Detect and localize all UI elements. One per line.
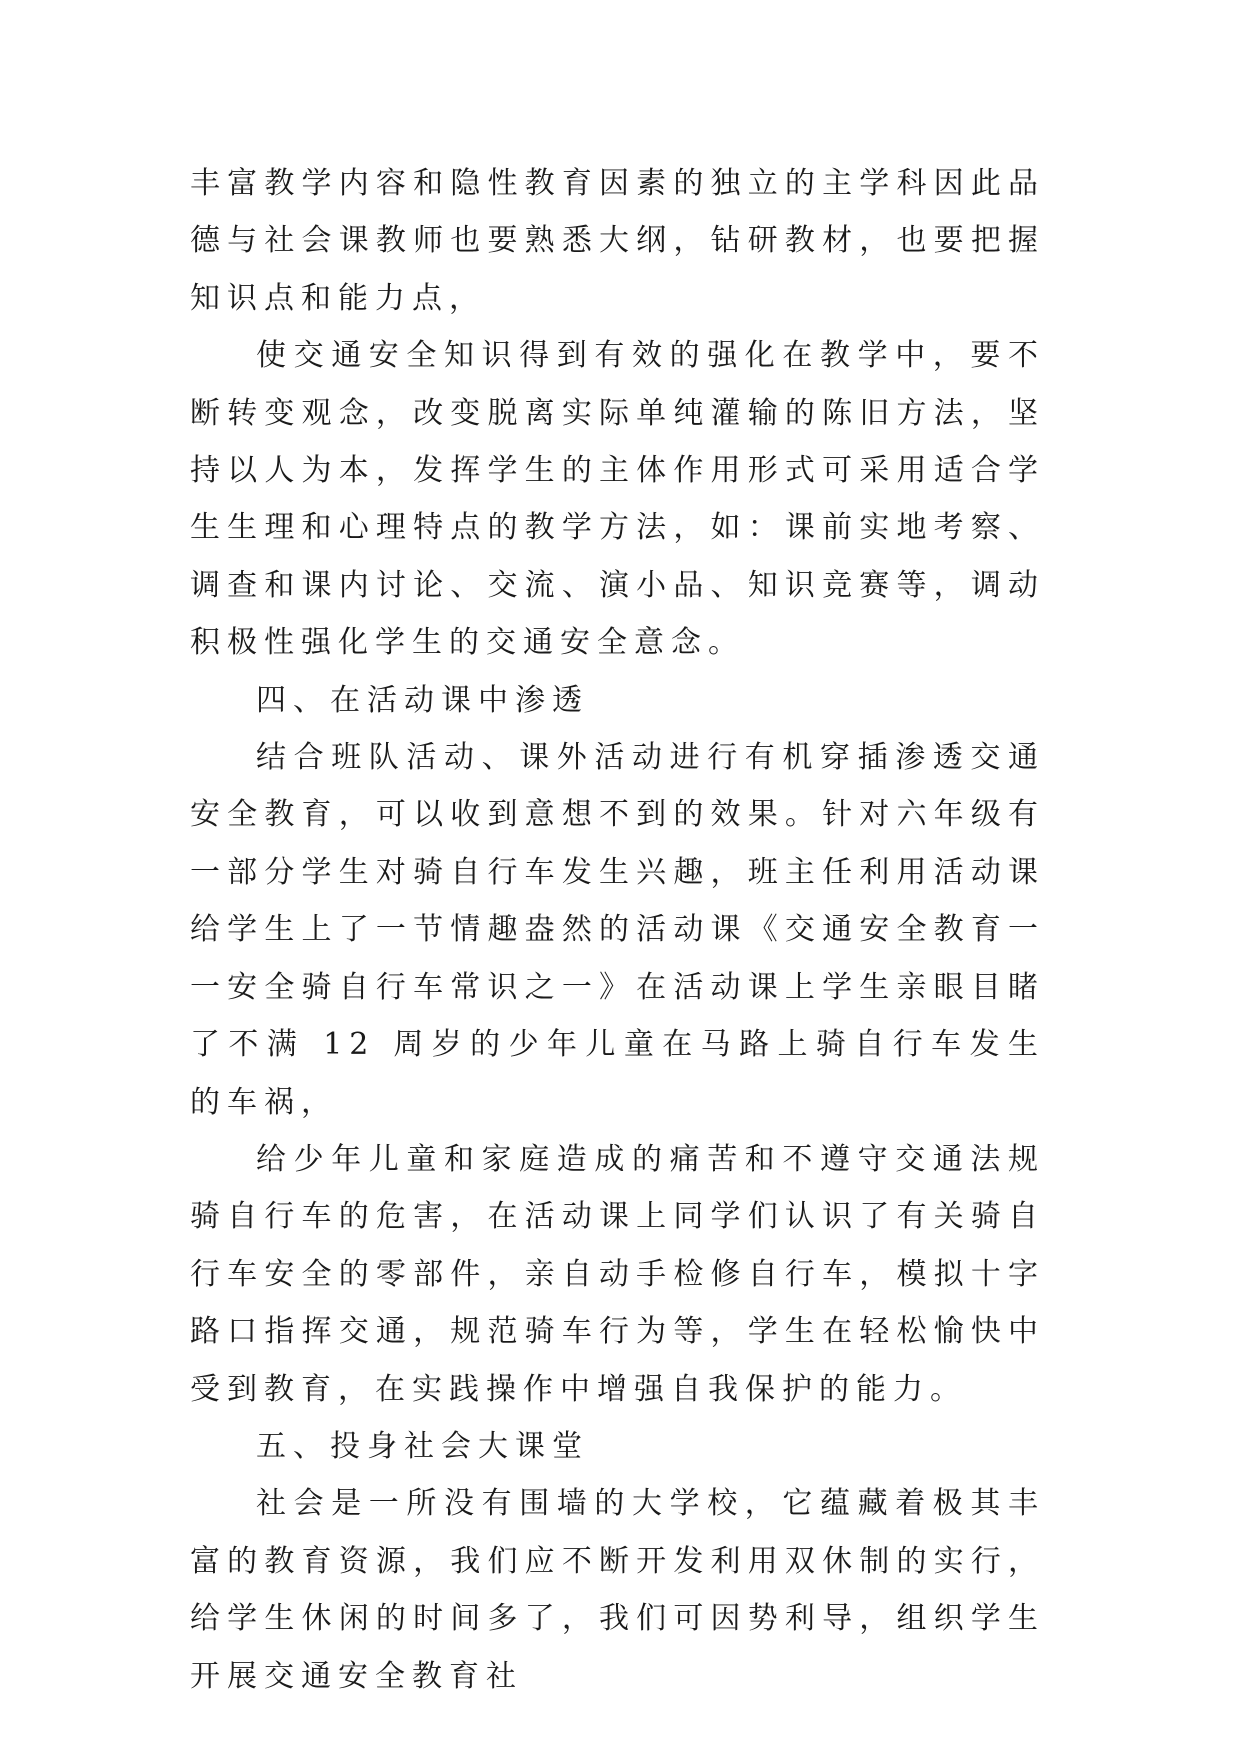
paragraph-textbook-mastery: 丰富教学内容和隐性教育因素的独立的主学科因此品德与社会课教师也要熟悉大纲，钻研教材，也要把握知识点和能力点， — [190, 166, 1045, 316]
paragraph-social-classroom: 社会是一所没有围墙的大学校，它蕴藏着极其丰富的教育资源，我们应不断开发利用双休制的实行，给学生休闲的时间多了，我们可因势利导，组织学生开展交通安全教育社 — [190, 1486, 1045, 1694]
paragraph-teaching-methods: 使交通安全知识得到有效的强化在教学中，要不断转变观念，改变脱离实际单纯灌输的陈旧方法，坚持以人为本，发挥学生的主体作用形式可采用适合学生生理和心理特点的教学方法，如：课前实地考察、调查和课内讨论、交流、演小品、知识竞赛等，调动积极性强化学生的交通安全意念。 — [190, 338, 1045, 661]
section-heading-activity-class: 四、在活动课中渗透 — [256, 682, 589, 718]
paragraph-activity-class: 结合班队活动、课外活动进行有机穿插渗透交通安全教育，可以收到意想不到的效果。针对六年级有一部分学生对骑自行车发生兴趣，班主任利用活动课给学生上了一节情趣盎然的活动课《交通安全教育一一安全骑自行车常识之一》在活动课上学生亲眼目睹了不满 12 周岁的少年儿童在马路上骑自行车发生的车祸， — [190, 740, 1045, 1120]
paragraph-bicycle-safety: 给少年儿童和家庭造成的痛苦和不遵守交通法规骑自行车的危害，在活动课上同学们认识了有关骑自行车安全的零部件，亲自动手检修自行车，模拟十字路口指挥交通，规范骑车行为等，学生在轻松愉快中受到教育，在实践操作中增强自我保护的能力。 — [190, 1141, 1045, 1407]
document-body — [190, 155, 1045, 1705]
section-heading-social-classroom: 五、投身社会大课堂 — [256, 1428, 589, 1464]
